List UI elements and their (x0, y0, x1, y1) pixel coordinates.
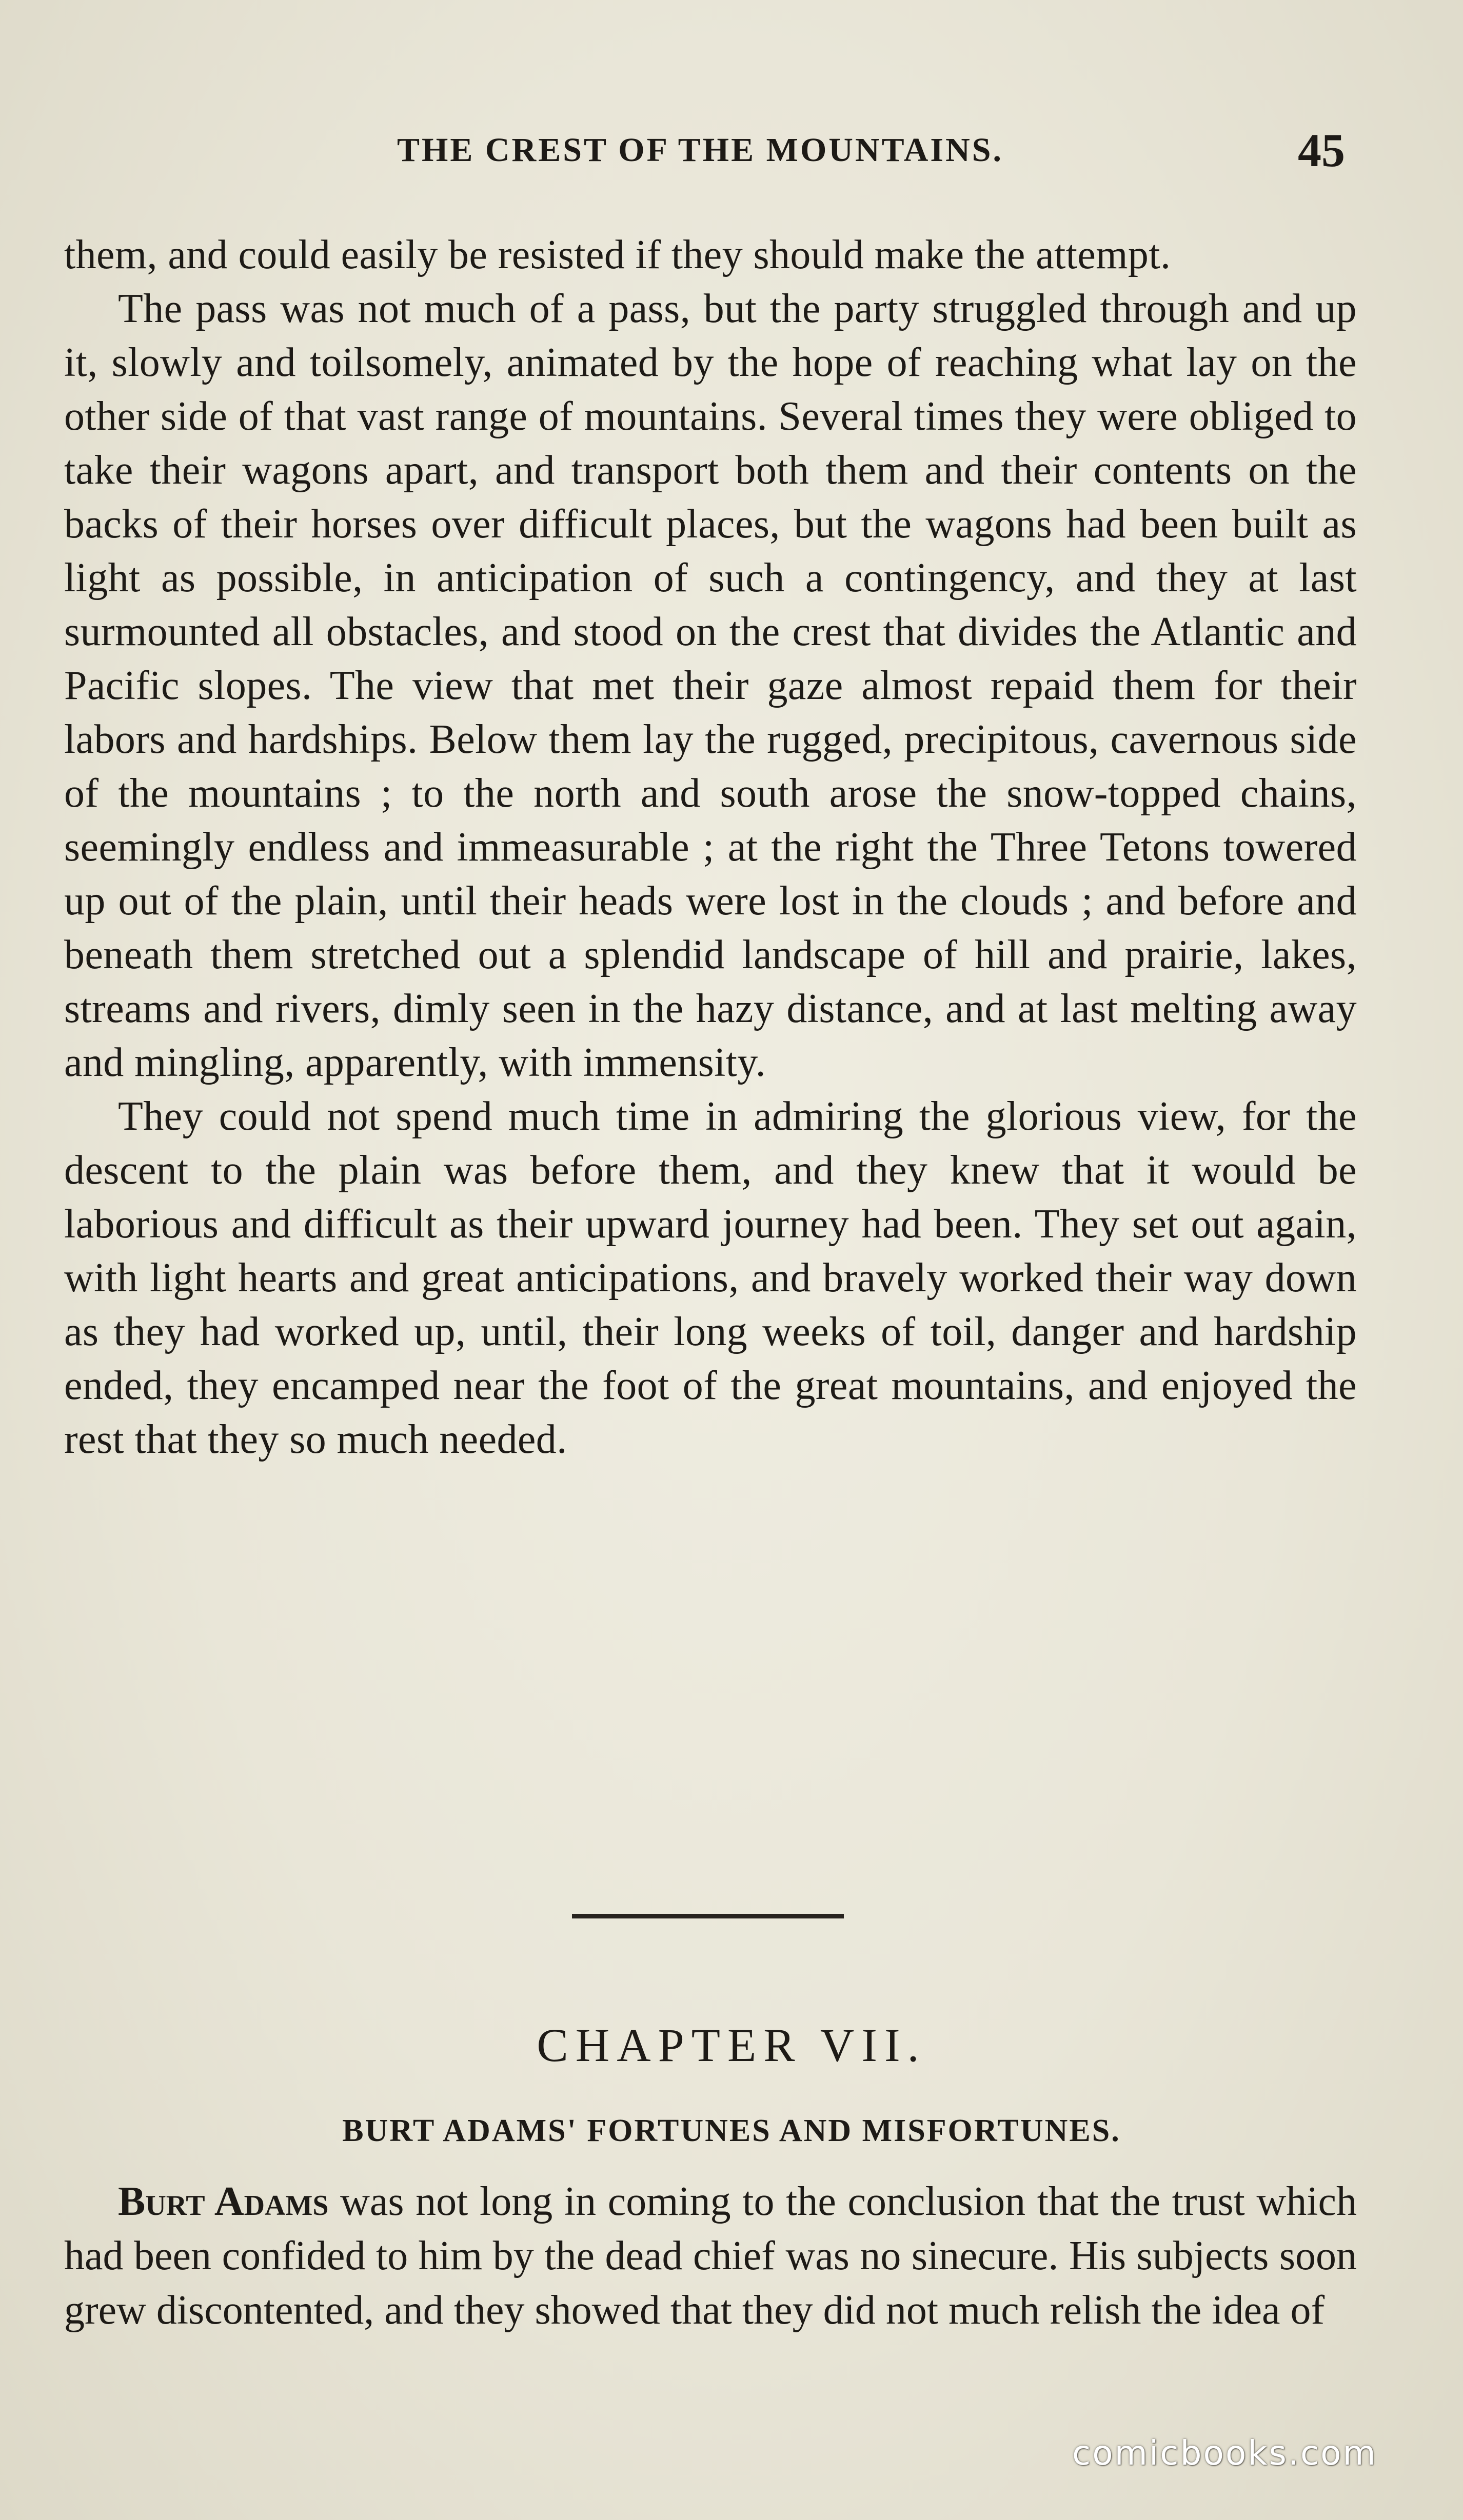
body-text (64, 228, 1357, 1467)
section-divider (572, 1914, 844, 1918)
page-number: 45 (1298, 124, 1345, 176)
watermark: comicbooks.com (1072, 2433, 1377, 2473)
paragraph: They could not spend much time in admiring the glorious view, for the descent to the plain was before them, and they knew that it would be laborious and difficult as their upward journey had been. They set out again, with light hearts and great anticipations, and bravely worked their way down as they had worked up, until, their long weeks of toil, danger and hardship ended, they encamped near the foot of the great mountains, and enjoyed the rest that they so much needed. (64, 1094, 1357, 1462)
running-header: THE CREST OF THE MOUNTAINS. (397, 131, 1003, 169)
chapter-subtitle: BURT ADAMS' FORTUNES AND MISFORTUNES. (342, 2113, 1121, 2148)
chapter-opening (64, 2174, 1357, 2337)
paragraph: them, and could easily be resisted if they should make the attempt. (64, 232, 1171, 277)
chapter-title: CHAPTER VII. (537, 2019, 926, 2071)
opening-name: Burt Adams (118, 2179, 329, 2224)
paragraph: The pass was not much of a pass, but the party struggled through and up it, slowly and toilsomely, animated by the hope of reaching what lay on the other side of that vast range of mountains. Several times they were obliged to take their wagons apart, and transport both them and their contents on the backs of their horses over difficult places, but the wagons had been built as light as possible, in anticipation of such a contingency, and they at last surmounted all obstacles, and stood on the crest that divides the Atlantic and Pacific slopes. The view that met their gaze almost repaid them for their labors and hardships. Below them lay the rugged, precipitous, cavernous side of the mountains ; to the north and south arose the snow-topped chains, seemingly endless and immeasurable ; at the right the Three Tetons towered up out of the plain, until their heads were lost in the clouds ; and before and beneath them stretched out a splendid landscape of hill and prairie, lakes, streams and rivers, dimly seen in the hazy distance, and at last melting away and mingling, apparently, with immensity. (64, 286, 1357, 1085)
opening-text: was not long in coming to the conclusion that the trust which had been confided to him by the dead chief was no sinecure. His subjects soon grew discontented, and they showed that they did not much relish the idea of (64, 2179, 1357, 2333)
paragraph (64, 2174, 1357, 2337)
